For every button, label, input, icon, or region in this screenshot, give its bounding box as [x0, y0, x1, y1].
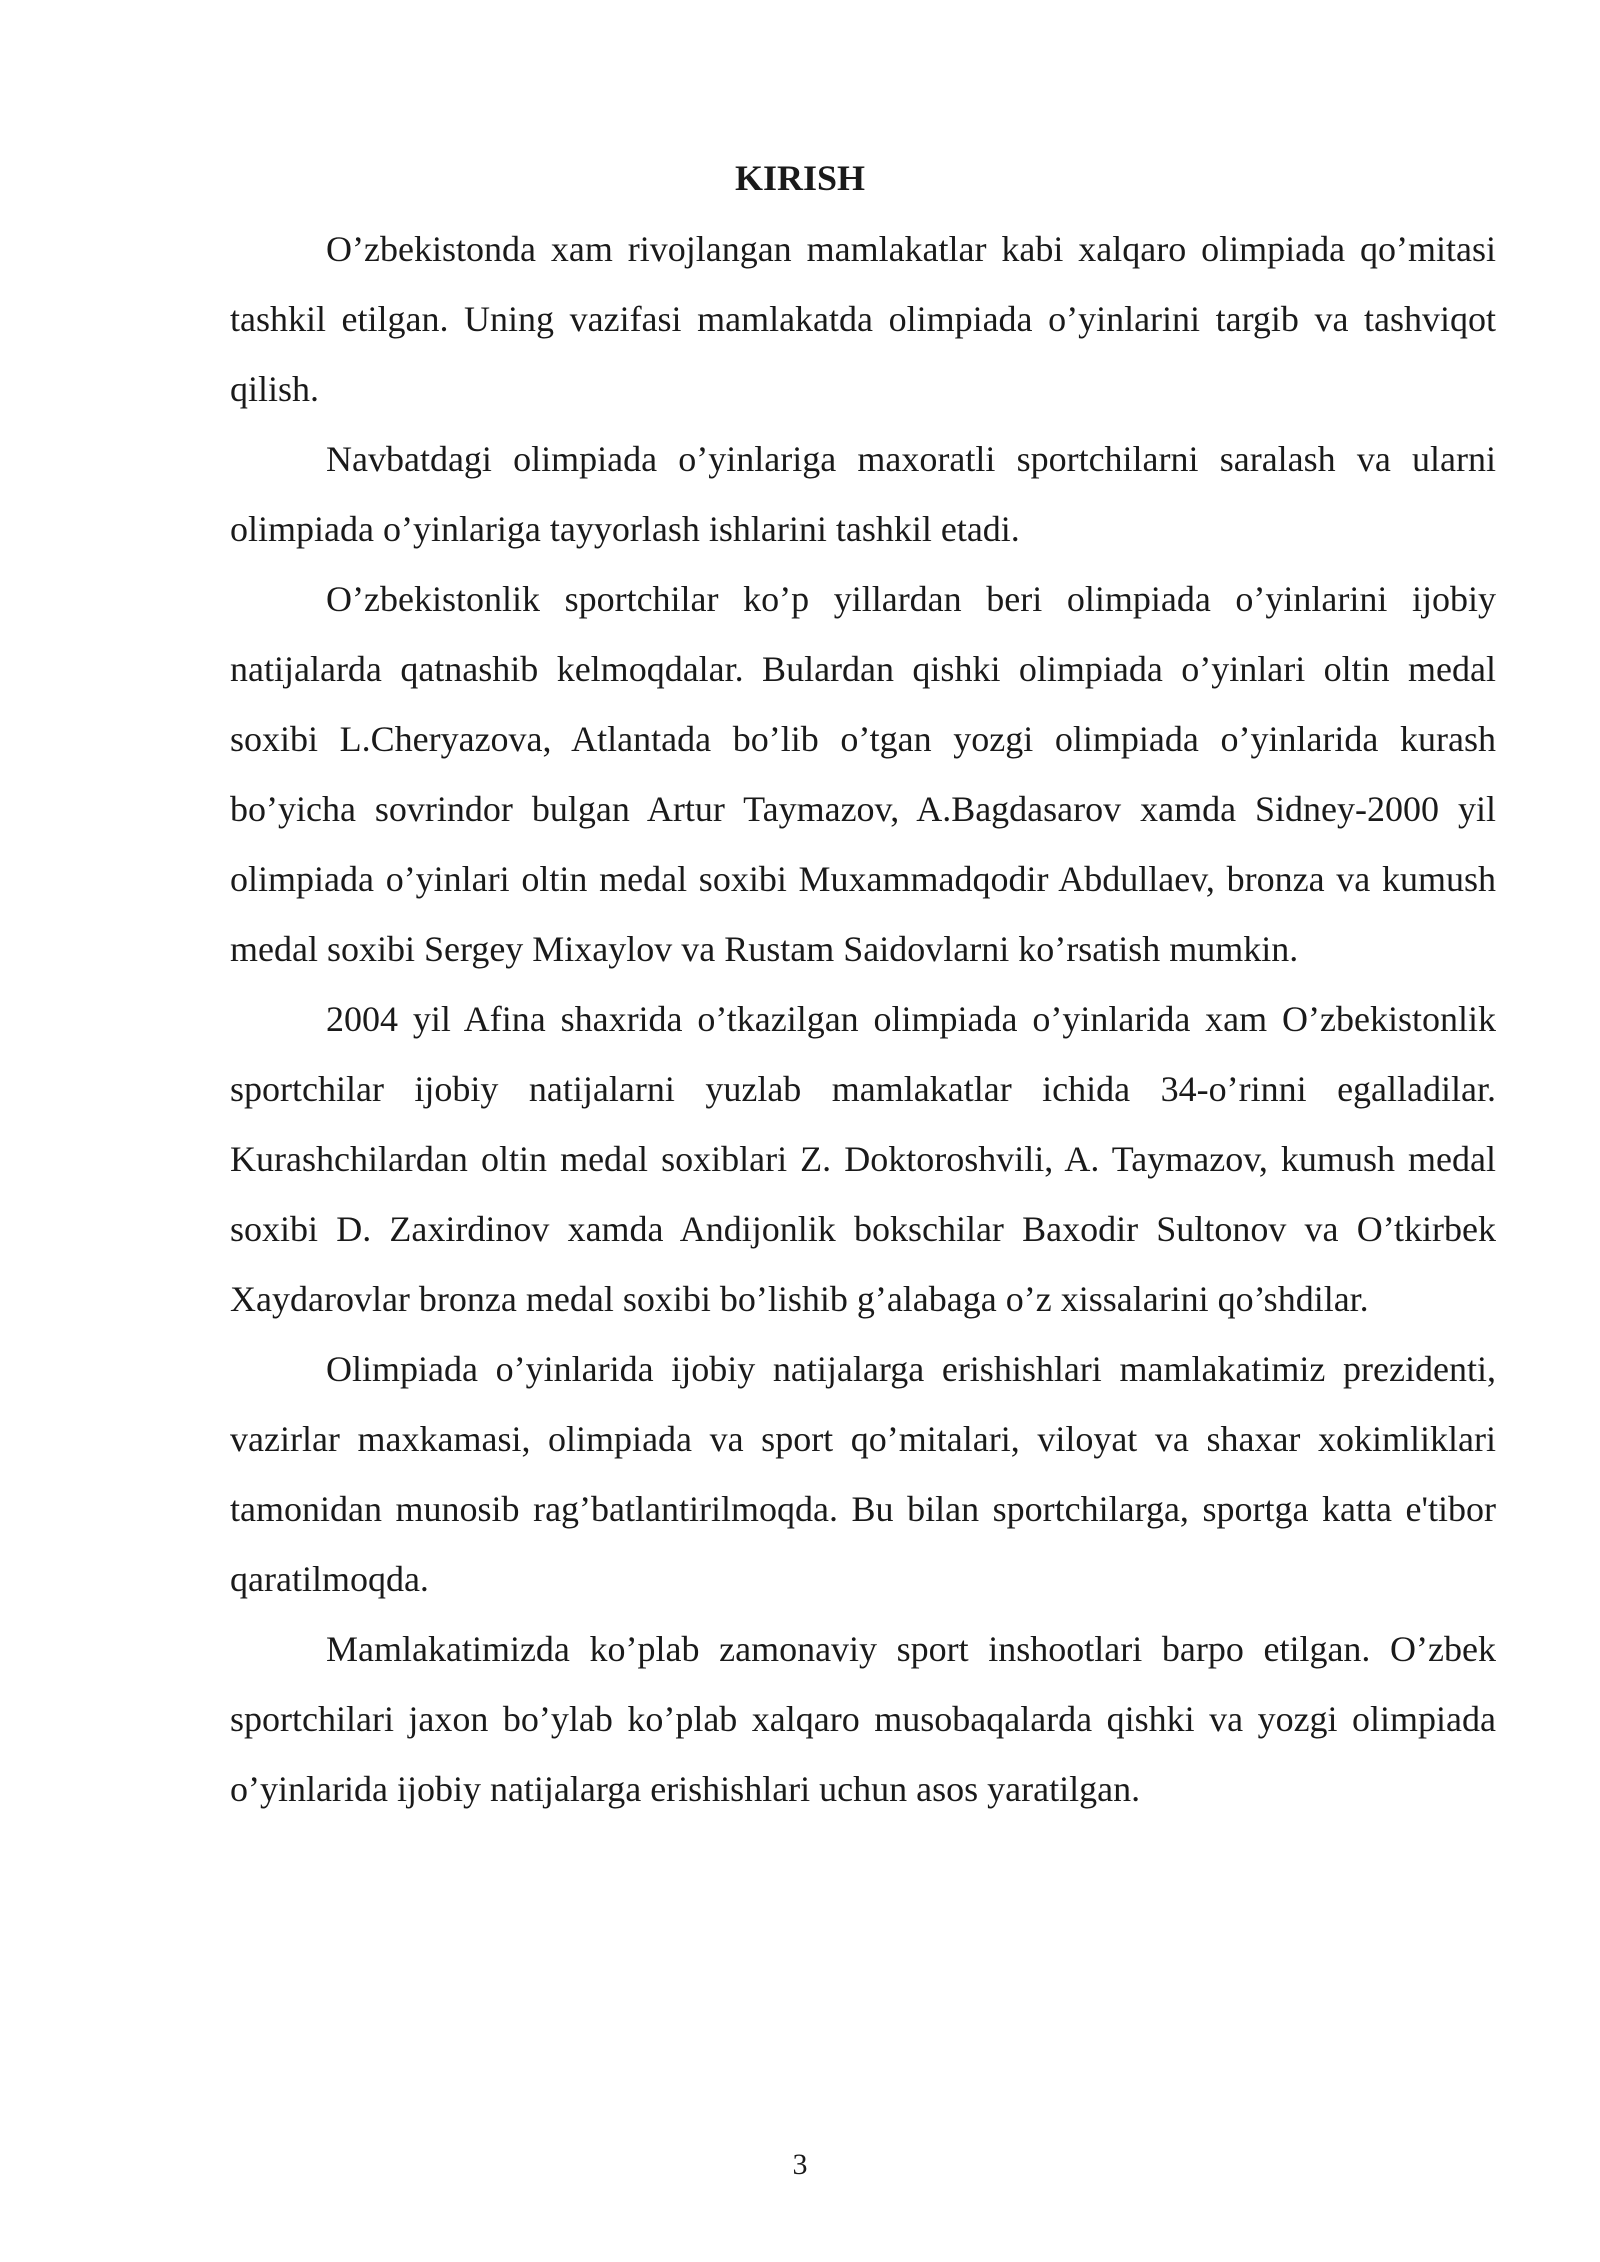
paragraph: Navbatdagi olimpiada o’yinlariga maxoratli sportchilarni saralash va ularni olimpiada o’yinlariga tayyorlash ishlarini tashkil etadi. [230, 439, 1496, 549]
body-text [230, 214, 1496, 1824]
paragraph: Olimpiada o’yinlarida ijobiy natijalarga erishishlari mamlakatimiz prezidenti, vazirlar maxkamasi, olimpiada va sport qo’mitalari, viloyat va shaxar xokimliklari tamonidan munosib rag’batlantirilmoqda. Bu bilan sportchilarga, sportga katta e'tibor qaratilmoqda. [230, 1349, 1496, 1599]
section-heading: KIRISH [734, 158, 866, 198]
paragraph: O’zbekistonlik sportchilar ko’p yillardan beri olimpiada o’yinlarini ijobiy natijalarda qatnashib kelmoqdalar. Bulardan qishki olimpiada o’yinlari oltin medal soxibi L.Cheryazova, Atlantada bo’lib o’tgan yozgi olimpiada o’yinlarida kurash bo’yicha sovrindor bulgan Artur Taymazov, A.Bagdasarov xamda Sidney-2000 yil olimpiada o’yinlari oltin medal soxibi Muxammadqodir Abdullaev, bronza va kumush medal soxibi Sergey Mixaylov va Rustam Saidovlarni ko’rsatish mumkin. [230, 579, 1496, 969]
paragraph: O’zbekistonda xam rivojlangan mamlakatlar kabi xalqaro olimpiada qo’mitasi tashkil etilgan. Uning vazifasi mamlakatda olimpiada o’yinlarini targib va tashviqot qilish. [230, 229, 1496, 409]
page-number: 3 [792, 2148, 808, 2181]
paragraph: Mamlakatimizda ko’plab zamonaviy sport inshootlari barpo etilgan. O’zbek sportchilari jaxon bo’ylab ko’plab xalqaro musobaqalarda qishki va yozgi olimpiada o’yinlarida ijobiy natijalarga erishishlari uchun asos yaratilgan. [230, 1629, 1496, 1809]
paragraph: 2004 yil Afina shaxrida o’tkazilgan olimpiada o’yinlarida xam O’zbekistonlik sportchilar ijobiy natijalarni yuzlab mamlakatlar ichida 34-o’rinni egalladilar. Kurashchilardan oltin medal soxiblari Z. Doktoroshvili, A. Taymazov, kumush medal soxibi D. Zaxirdinov xamda Andijonlik bokschilar Baxodir Sultonov va O’tkirbek Xaydarovlar bronza medal soxibi bo’lishib g’alabaga o’z xissalarini qo’shdilar. [230, 999, 1496, 1319]
